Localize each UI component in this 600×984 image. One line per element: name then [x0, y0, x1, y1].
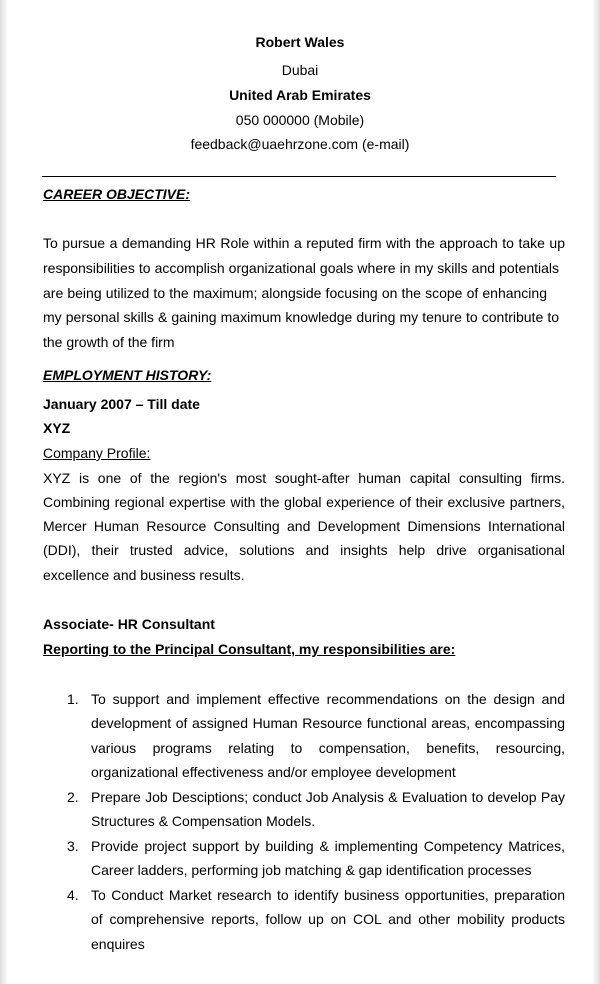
- company-name: XYZ: [43, 420, 71, 436]
- list-item-line: To Conduct Market research to identify business opportunities, preparation: [91, 887, 565, 903]
- career-objective-heading: CAREER OBJECTIVE:: [43, 186, 191, 202]
- list-item-line: Prepare Job Desciptions; conduct Job Analysis & Evaluation to develop Pay: [91, 789, 565, 805]
- list-item-line: Structures & Compensation Models.: [91, 813, 316, 829]
- reporting-line: Reporting to the Principal Consultant, my responsibilities are:: [43, 641, 456, 657]
- list-item-number: 2.: [67, 789, 79, 805]
- profile-line: Mercer Human Resource Consulting and Development Dimensions International: [43, 518, 565, 534]
- list-item-number: 1.: [67, 691, 79, 707]
- employment-period: January 2007 – Till date: [43, 396, 200, 412]
- list-item-line: To support and implement effective recommendations on the design and: [91, 691, 565, 707]
- list-item-line: enquires: [91, 936, 145, 952]
- list-item-line: of comprehensive reports, follow up on COL and other mobility products: [91, 911, 565, 927]
- objective-line: my personal skills & gaining maximum knowledge during my tenure to contribute to: [43, 309, 559, 325]
- profile-line: XYZ is one of the region's most sought-after human capital consulting firms.: [43, 470, 565, 486]
- objective-line: To pursue a demanding HR Role within a reputed firm with the approach to take up: [43, 235, 565, 251]
- profile-line: excellence and business results.: [43, 567, 245, 583]
- profile-line: Combining regional expertise with the global experience of their exclusive partners,: [43, 494, 565, 510]
- list-item-number: 3.: [67, 838, 79, 854]
- job-role: Associate- HR Consultant: [43, 616, 215, 632]
- country: United Arab Emirates: [229, 87, 371, 103]
- list-item-line: development of assigned Human Resource functional areas, encompassing: [91, 715, 565, 731]
- profile-line: (DDI), their trusted advice, solutions and insights help drive organisational: [43, 542, 565, 558]
- objective-line: the growth of the firm: [43, 334, 175, 350]
- list-item-line: organizational effectiveness and/or employee development: [91, 764, 456, 780]
- list-item-line: various programs relating to compensation, benefits, resourcing,: [91, 740, 565, 756]
- objective-line: are being utilized to the maximum; alongside focusing on the scope of enhancing: [43, 285, 547, 301]
- company-profile-label: Company Profile:: [43, 445, 151, 461]
- email: feedback@uaehrzone.com (e-mail): [190, 136, 410, 152]
- header-divider: [42, 176, 556, 177]
- phone: 050 000000 (Mobile): [235, 112, 365, 128]
- list-item-line: Provide project support by building & implementing Competency Matrices,: [91, 838, 565, 854]
- list-item-number: 4.: [67, 887, 79, 903]
- city: Dubai: [281, 62, 319, 78]
- objective-line: responsibilities to accomplish organizational goals where in my skills and potentials: [43, 260, 559, 276]
- employment-history-heading: EMPLOYMENT HISTORY:: [43, 367, 212, 383]
- list-item-line: Career ladders, performing job matching & gap identification processes: [91, 862, 532, 878]
- candidate-name: Robert Wales: [255, 34, 345, 50]
